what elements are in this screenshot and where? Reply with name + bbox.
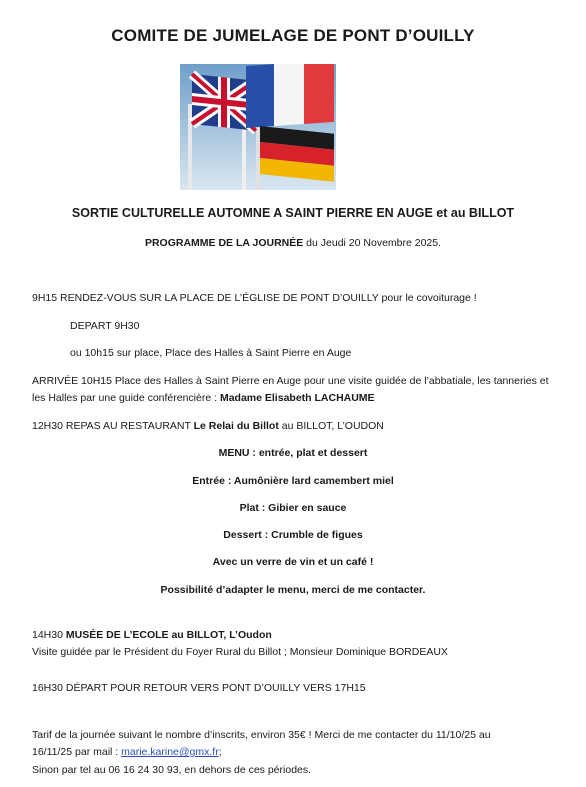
depart-line: DEPART 9H30 <box>70 320 140 332</box>
menu-dessert <box>0 529 586 541</box>
arrivee-line-2 <box>32 392 375 404</box>
tarif-line-2-suffix: ; <box>218 746 222 758</box>
menu-adapter-text: Possibilité d’adapter le menu, merci de me contacter. <box>160 584 426 596</box>
repas-suffix: au BILLOT, L’OUDON <box>278 420 384 432</box>
musee-visite-line: Visite guidée par le Président du Foyer Rural du Billot ; Monsieur Dominique BORDEAUX <box>32 646 448 658</box>
programme-date: du Jeudi 20 Novembre 2025. <box>303 237 442 249</box>
menu-title-text: MENU : entrée, plat et dessert <box>218 447 368 459</box>
musee-line <box>32 629 272 641</box>
menu-dessert-text: Dessert : Crumble de figues <box>223 529 363 541</box>
email-link[interactable]: marie.karine@gmx.fr <box>121 746 219 758</box>
menu-title <box>0 447 586 459</box>
arrivee-line-1: ARRIVÉE 10H15 Place des Halles à Saint Pierre en Auge pour une visite guidée de l’abbatiale, les tanneries et <box>32 375 549 387</box>
musee-time: 14H30 <box>32 629 66 641</box>
page-title: COMITE DE JUMELAGE DE PONT D’OUILLY <box>111 26 475 45</box>
menu-boisson-text: Avec un verre de vin et un café ! <box>212 556 374 568</box>
event-subtitle: SORTIE CULTURELLE AUTOMNE A SAINT PIERRE EN AUGE et au BILLOT <box>71 206 515 220</box>
programme-label: PROGRAMME DE LA JOURNÉE <box>144 237 304 249</box>
menu-plat <box>0 502 586 514</box>
tarif-line-2-text: 16/11/25 par mail : <box>32 746 122 758</box>
flags-image <box>180 64 336 190</box>
arrivee-line-2-text: les Halles par une guide conférencière : <box>32 392 220 404</box>
tarif-line-1: Tarif de la journée suivant le nombre d’inscrits, environ 35€ ! Merci de me contacter du 11/10/25 au <box>32 729 491 741</box>
menu-entree-text: Entrée : Aumônière lard camembert miel <box>192 475 394 487</box>
menu-boisson <box>0 556 586 568</box>
musee-name: MUSÉE DE L’ECOLE au BILLOT, L’Oudon <box>65 629 272 641</box>
alternative-line: ou 10h15 sur place, Place des Halles à Saint Pierre en Auge <box>70 347 352 359</box>
retour-line: 16H30 DÉPART POUR RETOUR VERS PONT D’OUILLY VERS 17H15 <box>32 682 366 694</box>
rdv-line: 9H15 RENDEZ-VOUS SUR LA PLACE DE L’ÉGLISE DE PONT D’OUILLY pour le covoiturage ! <box>32 292 477 304</box>
menu-adapter <box>0 584 586 596</box>
flags-uk-france-germany-icon <box>180 64 336 190</box>
programme-heading <box>0 237 586 249</box>
repas-prefix: 12H30 REPAS AU RESTAURANT <box>32 420 194 432</box>
restaurant-name: Le Relai du Billot <box>193 420 279 432</box>
tarif-line-3: Sinon par tel au 06 16 24 30 93, en dehors de ces périodes. <box>32 764 312 776</box>
menu-entree <box>0 475 586 487</box>
repas-line <box>32 420 384 432</box>
tarif-line-2 <box>32 746 222 758</box>
menu-plat-text: Plat : Gibier en sauce <box>239 502 347 514</box>
guide-name: Madame Elisabeth LACHAUME <box>219 392 375 404</box>
